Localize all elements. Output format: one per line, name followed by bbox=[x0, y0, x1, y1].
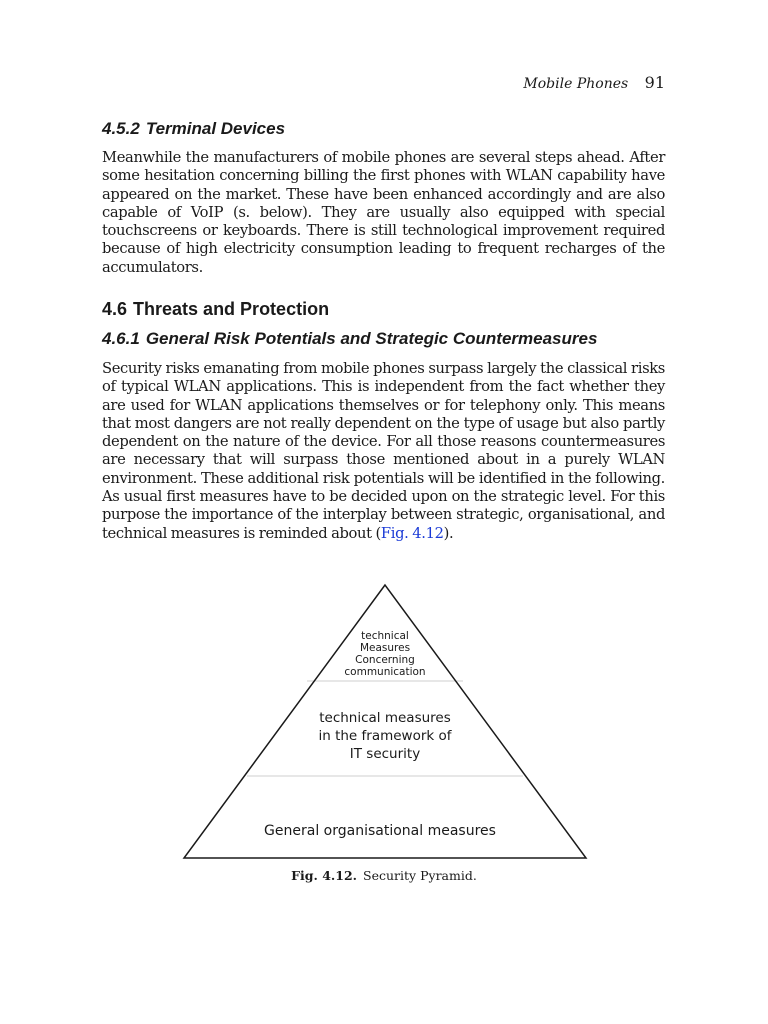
heading-title: General Risk Potentials and Strategic Countermeasures bbox=[145, 329, 598, 348]
heading-number: 4.6 bbox=[102, 299, 128, 319]
middle-tier-line-3: IT security bbox=[349, 746, 421, 762]
top-tier-line-3: Concerning bbox=[355, 654, 415, 666]
heading-4-5-2 bbox=[102, 119, 285, 139]
top-tier-line-2: Measures bbox=[359, 642, 411, 654]
caption-label: Fig. 4.12. bbox=[291, 868, 358, 883]
heading-4-6-1 bbox=[102, 329, 597, 349]
running-head bbox=[523, 73, 665, 92]
bottom-tier-label: General organisational measures bbox=[264, 823, 496, 839]
paragraph-risk-potentials bbox=[102, 360, 665, 543]
caption-text: Security Pyramid. bbox=[363, 868, 477, 883]
security-pyramid-diagram bbox=[180, 583, 590, 863]
running-head-title: Mobile Phones bbox=[523, 76, 629, 92]
paragraph-text: Security risks emanating from mobile phones surpass largely the classical risks of typical WLAN applications. This is independent from the fact whether they are used for WLAN applications themselves or for telephony only. This means that most dangers are not really dependent on the type of usage but also partly dependent on the nature of the device. For all those reasons countermeasures are necessary that will surpass those mentioned about in a purely WLAN environment. These additional risk potentials will be identified in the following. As usual first measures have to be decided upon on the strategic level. For this purpose the importance of the interplay between strategic, organisational, and technical measures is reminded about ( bbox=[102, 360, 665, 542]
heading-number: 4.5.2 bbox=[102, 119, 140, 138]
heading-title: Terminal Devices bbox=[145, 119, 286, 138]
figure-caption bbox=[0, 868, 768, 883]
heading-4-6 bbox=[102, 299, 329, 320]
middle-tier-line-2: in the framework of bbox=[318, 728, 452, 744]
security-pyramid-figure bbox=[180, 583, 590, 863]
heading-title: Threats and Protection bbox=[133, 299, 330, 319]
page-number: 91 bbox=[644, 73, 665, 92]
paragraph-text-end: ). bbox=[443, 524, 454, 542]
top-tier-line-4: communication bbox=[344, 666, 426, 678]
figure-reference-link[interactable]: Fig. 4.12 bbox=[380, 524, 444, 542]
middle-tier-line-1: technical measures bbox=[319, 710, 451, 726]
heading-number: 4.6.1 bbox=[102, 329, 140, 348]
paragraph-terminal-devices: Meanwhile the manufacturers of mobile phones are several steps ahead. After some hesitation concerning billing the first phones with WLAN capability have appeared on the market. These have been enhanced accordingly and are also capable of VoIP (s. below). They are usually also equipped with special touchscreens or keyboards. There is still technological improvement required because of high electricity consumption leading to frequent recharges of the accumulators. bbox=[102, 149, 665, 276]
top-tier-line-1: technical bbox=[361, 630, 409, 642]
